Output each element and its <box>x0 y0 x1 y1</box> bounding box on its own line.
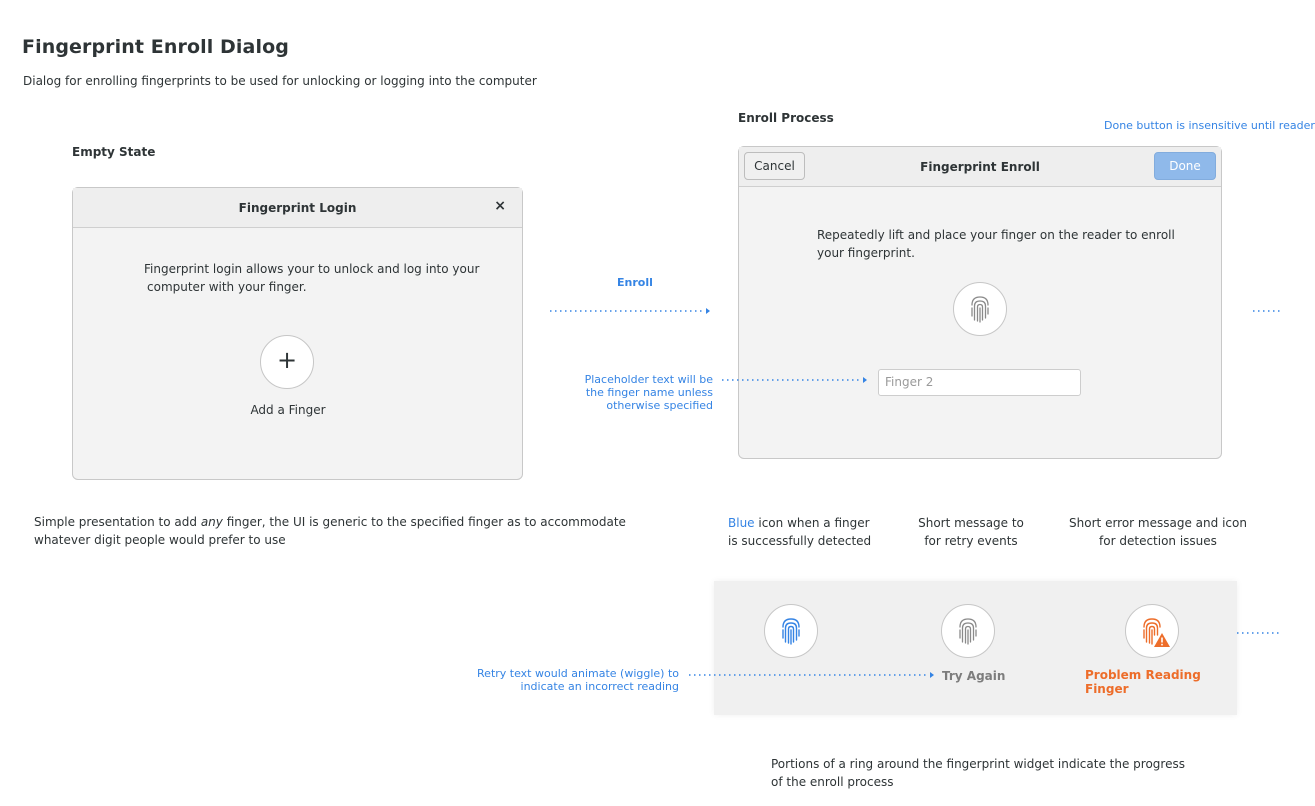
retry-note-line-1: Retry text would animate (wiggle) to <box>477 667 679 680</box>
detected-caption-line-2: is successfully detected <box>728 534 872 548</box>
dialog-title: Fingerprint Enroll <box>920 160 1040 174</box>
empty-state-note-line-2: whatever digit people would prefer to use <box>34 533 286 547</box>
empty-state-note-line-1 <box>34 513 626 531</box>
cancel-button[interactable]: Cancel <box>744 152 805 180</box>
dialog-header <box>739 147 1221 187</box>
next-arrow-line <box>1252 305 1280 317</box>
caption-text: icon when a finger <box>754 516 870 530</box>
blue-word: Blue <box>728 516 755 530</box>
retry-caption-line-1: Short message to <box>918 516 1024 530</box>
error-caption-line-1: Short error message and icon <box>1069 516 1247 530</box>
detected-caption <box>728 514 871 550</box>
note-text: Simple presentation to add <box>34 515 201 529</box>
error-caption <box>1068 514 1248 550</box>
retry-caption-line-2: for retry events <box>924 534 1018 548</box>
progress-note <box>771 755 1185 791</box>
detected-caption-line-1 <box>728 514 871 532</box>
fingerprint-error-widget <box>1125 604 1179 658</box>
retry-arrow <box>688 669 938 681</box>
login-description <box>144 260 479 296</box>
fingerprint-success-widget <box>764 604 818 658</box>
enroll-arrow <box>549 305 713 317</box>
dialog-title: Fingerprint Login <box>238 201 357 215</box>
warning-icon <box>1153 632 1171 648</box>
fingerprint-icon <box>954 283 1006 335</box>
fingerprint-widget <box>953 282 1007 336</box>
placeholder-note-line-1: Placeholder text will be <box>584 373 713 386</box>
retry-note <box>470 667 679 693</box>
page-title: Fingerprint Enroll Dialog <box>22 36 289 58</box>
fingerprint-states-panel <box>714 581 1237 715</box>
fingerprint-icon <box>1126 605 1178 657</box>
placeholder-note-line-3: otherwise specified <box>606 399 713 412</box>
done-button[interactable]: Done <box>1154 152 1216 180</box>
retry-caption <box>911 514 1031 550</box>
dialog-header <box>73 188 522 228</box>
empty-state-note <box>34 513 626 549</box>
retry-note-line-2: indicate an incorrect reading <box>520 680 679 693</box>
fingerprint-login-dialog <box>72 187 523 480</box>
enroll-arrow-label: Enroll <box>617 276 653 289</box>
enroll-instructions <box>817 226 1175 262</box>
error-caption-line-2: for detection issues <box>1099 534 1217 548</box>
note-emphasis: any <box>200 515 223 529</box>
placeholder-note-line-2: the finger name unless <box>585 386 713 399</box>
fingerprint-retry-widget <box>941 604 995 658</box>
enroll-instructions-line-2: your fingerprint. <box>817 246 915 260</box>
done-insensitive-note: Done button is insensitive until reader <box>1104 119 1315 132</box>
add-finger-label[interactable]: Add a Finger <box>250 403 326 417</box>
empty-state-label: Empty State <box>72 145 156 159</box>
note-text: finger, the UI is generic to the specified finger as to accommodate <box>222 515 626 529</box>
fingerprint-icon <box>765 605 817 657</box>
progress-note-line-2: of the enroll process <box>771 775 894 789</box>
placeholder-note <box>570 373 713 412</box>
add-finger-button[interactable] <box>260 335 314 389</box>
enroll-instructions-line-1: Repeatedly lift and place your finger on the reader to enroll <box>817 228 1175 242</box>
placeholder-arrow <box>721 374 871 386</box>
plus-icon: + <box>276 346 298 374</box>
fingerprint-enroll-dialog <box>738 146 1222 459</box>
login-description-line-1: Fingerprint login allows your to unlock and log into your <box>144 262 480 276</box>
enroll-process-label: Enroll Process <box>738 111 834 125</box>
fingerprint-icon <box>942 605 994 657</box>
finger-name-input[interactable]: Finger 2 <box>878 369 1081 396</box>
progress-note-line-1: Portions of a ring around the fingerprint widget indicate the progress <box>771 757 1185 771</box>
close-icon[interactable]: × <box>494 198 506 214</box>
problem-reading-label: Problem Reading Finger <box>1085 668 1201 696</box>
try-again-label: Try Again <box>942 669 1006 683</box>
page-subtitle: Dialog for enrolling fingerprints to be used for unlocking or logging into the computer <box>23 74 537 88</box>
login-description-line-2: computer with your finger. <box>147 280 307 294</box>
